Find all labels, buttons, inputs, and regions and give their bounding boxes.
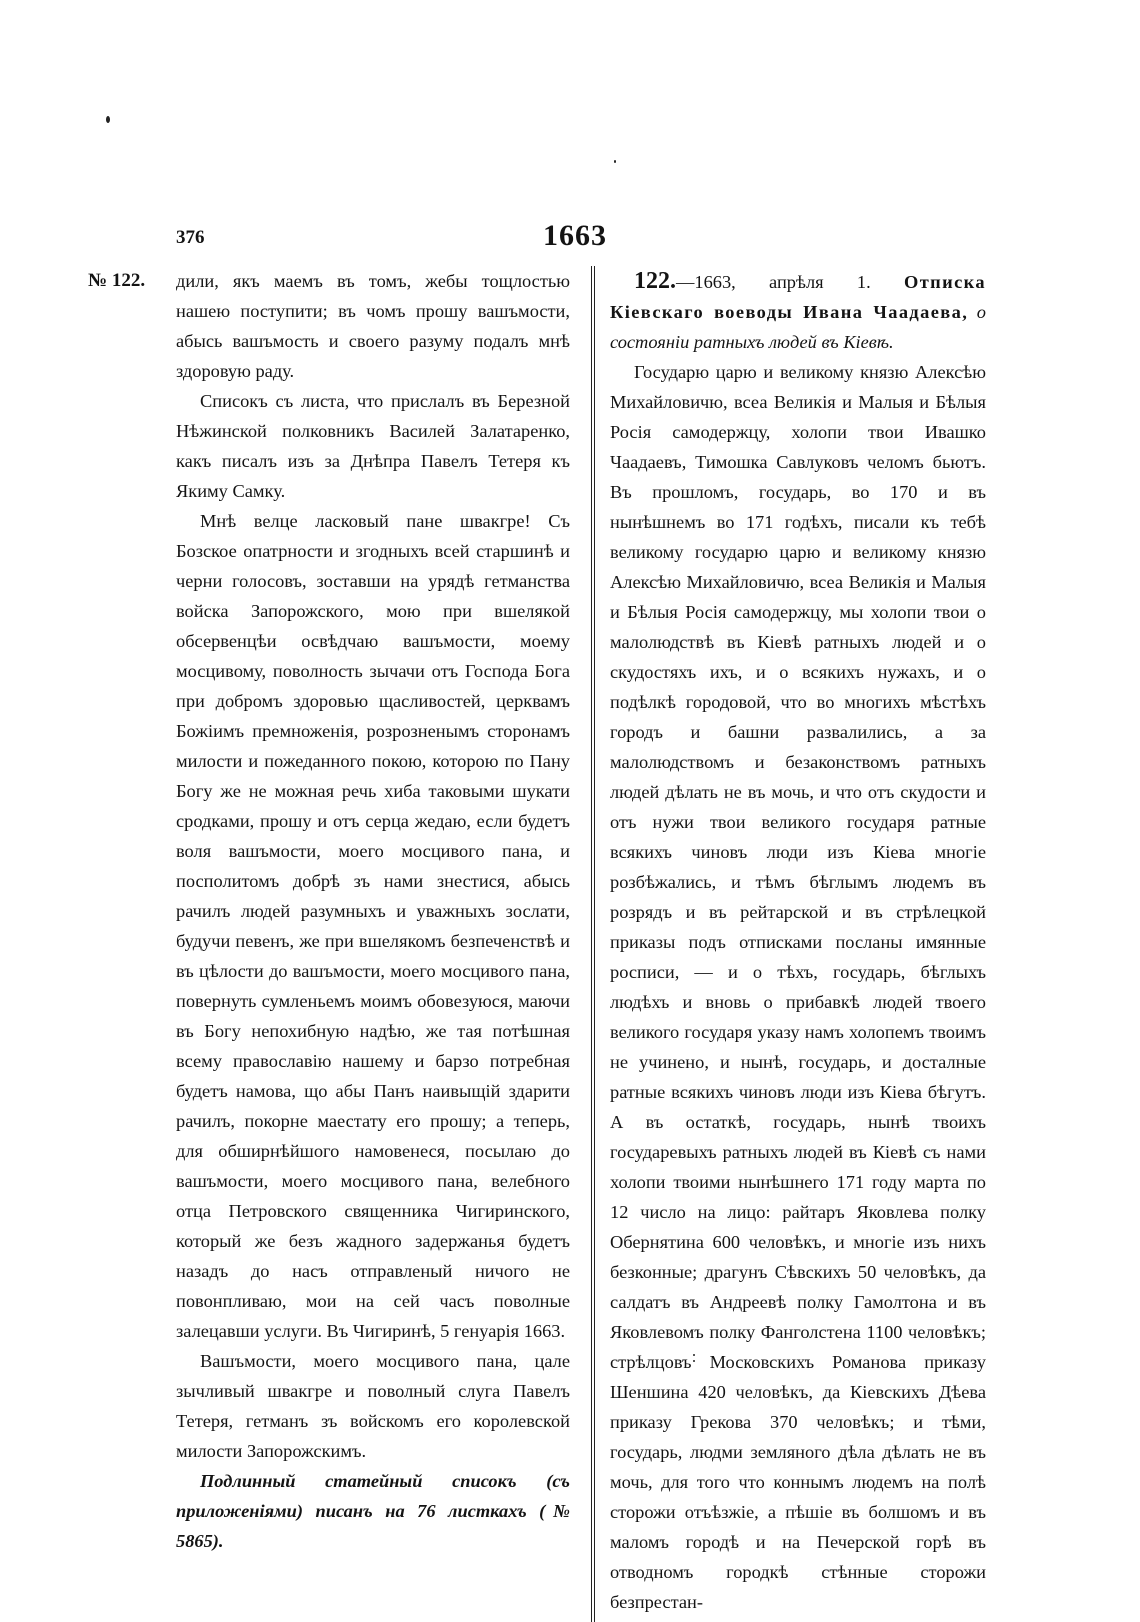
- page-header: [0, 219, 1140, 255]
- column-divider: [594, 266, 595, 1622]
- right-column: [610, 266, 986, 1617]
- paragraph: дили, якъ маемъ въ томъ, жебы тощлостью нашею поступити; въ чомъ прошу вашъмости, абысь вашъмость и своего разуму подалъ мнѣ здоровую раду.: [176, 271, 570, 381]
- paragraph: Государю царю и великому князю Алексѣю Михайловичю, всеа Великія и Малыя и Бѣлыя Росія самодержцу, холопи твои Ивашко Чаадаевъ, Тимошка Савлуковъ челомъ бьютъ. Въ прошломъ, государь, во 170 и въ нынѣшнемъ во 171 годѣхъ, писали къ тебѣ великому государю царю и великому князю Алексѣю Михайловичю, всеа Великія и Малыя и Бѣлыя Росія самодержцу, мы холопи твои о малолюдствѣ въ Кіевѣ ратныхъ людей и о скудостяхъ ихъ, и о всякихъ нужахъ, и о подѣлкѣ городовой, что во многихъ мѣстѣхъ городъ и башни развалились, а за малолюдствомъ и безаконствомъ ратныхъ людей дѣлать не въ мочь, и что отъ скудости и отъ нужи твои великого государя ратные всякихъ чиновъ люди изъ Кіева многіе розбѣжались, и тѣмъ бѣглымъ людемъ въ розрядъ и въ рейтарской и въ стрѣлецкой приказы подъ отписками посланы имянные росписи, — и о тѣхъ, государь, бѣглыхъ людѣхъ и вновь о прибавкѣ людей твоего великого государя указу намъ холопемъ твоимъ не учинено, и нынѣ, государь, и досталные ратные всякихъ чиновъ люди изъ Кіева бѣгутъ. А въ остаткѣ, государь, нынѣ твоихъ государевыхъ ратныхъ людей въ Кіевѣ съ нами холопи твоими нынѣшнего 171 году марта по 12 число на лицо: райтаръ Яковлева полку Обернятина 600 человѣкъ, и многіе изъ нихъ безконные; драгунъ Сѣвскихъ 50 человѣкъ, да салдатъ въ Андреевѣ полку Гамолтона и въ Яковлевомъ полку Фанголстена 1100 человѣкъ; стрѣлцовъ Московскихъ Романова приказу Шеншина 420 человѣкъ, да Кіевскихъ Дѣева приказу Грекова 370 человѣкъ; и тѣми, государь, людми земляного дѣла дѣлать не въ мочь, для того что коннымъ людемъ на полѣ сторожи отъѣзжіе, а пѣшіе въ болшомъ и въ маломъ городѣ и на Печерской горѣ въ отводномъ городкѣ стѣнные сторожи безпрестан-: [610, 362, 986, 1612]
- left-column: [176, 266, 570, 1556]
- source-note: Подлинный статейный списокъ (съ приложеніями) писанъ на 76 листкахъ (№ 5865).: [176, 1471, 570, 1551]
- document-number: 122.: [634, 268, 676, 294]
- page-number: 376: [176, 227, 205, 248]
- scan-speck: [106, 116, 110, 123]
- document-title: Отписка Кіевскаго воеводы Ивана Чаадаева,: [610, 272, 986, 322]
- paragraph: Списокъ съ листа, что прислалъ въ Березной Нѣжинской полковникъ Василей Залатаренко, какъ писалъ изъ за Днѣпра Павелъ Тетеря къ Якиму Самку.: [176, 391, 570, 501]
- document-marker: № 122.: [88, 270, 146, 291]
- document-heading: [610, 266, 986, 357]
- year-heading: 1663: [543, 219, 607, 252]
- column-divider: [591, 266, 592, 1622]
- scan-speck: [614, 160, 616, 163]
- paragraph: Вашъмости, моего мосцивого пана, цале зычливый швакгре и поволный слуга Павелъ Тетеря, гетманъ зъ войскомъ его королевской милости Запорожскимъ.: [176, 1351, 570, 1461]
- document-subject: о состояніи ратныхъ людей въ Кіевѣ.: [610, 302, 986, 352]
- document-date: —1663, апрѣля 1.: [676, 272, 871, 292]
- paragraph: Мнѣ велце ласковый пане швакгре! Съ Бозское опатрности и згодныхъ всей старшинѣ и черни голосовъ, зоставши на урядѣ гетманства войска Запорожского, мою при вшелякой обсервенцѣи освѣдчаю вашъмости, моему мосцивому, поволность зычачи отъ Господа Бога при добромъ здоровью щасливостей, церквамъ Божіимъ премноженія, розрозненымъ сторонамъ милости и пожеданного покою, которою по Пану Богу же не можная речь хиба таковыми шукати сродками, прошу и отъ серца жедаю, если будетъ воля вашъмости, моего мосцивого пана, и посполитомъ добрѣ зъ нами знестися, абысь рачилъ людей разумныхъ и уважныхъ зослати, будучи певенъ, же при вшелякомъ безпеченствѣ и въ цѣлости до вашъмости, моего мосцивого пана, повернуть сумленьемъ моимъ обовезуюся, маючи въ Богу непохибную надѣю, же тая потѣшная всему православію нашему и барзо потребная будетъ намова, що абы Панъ наивыщій здарити рачилъ, покорне маестату его прошу; а теперь, для обширнѣйшого намовенеся, посылаю до вашъмости, моего мосцивого пана, велебного отца Петровского священника Чигиринского, который же безъ жадного задержанья будетъ назадъ до насъ отправленый ничого не повонпливаю, мои на сей часъ поволные залецавши услуги. Въ Чигиринѣ, 5 генуарія 1663.: [176, 511, 570, 1341]
